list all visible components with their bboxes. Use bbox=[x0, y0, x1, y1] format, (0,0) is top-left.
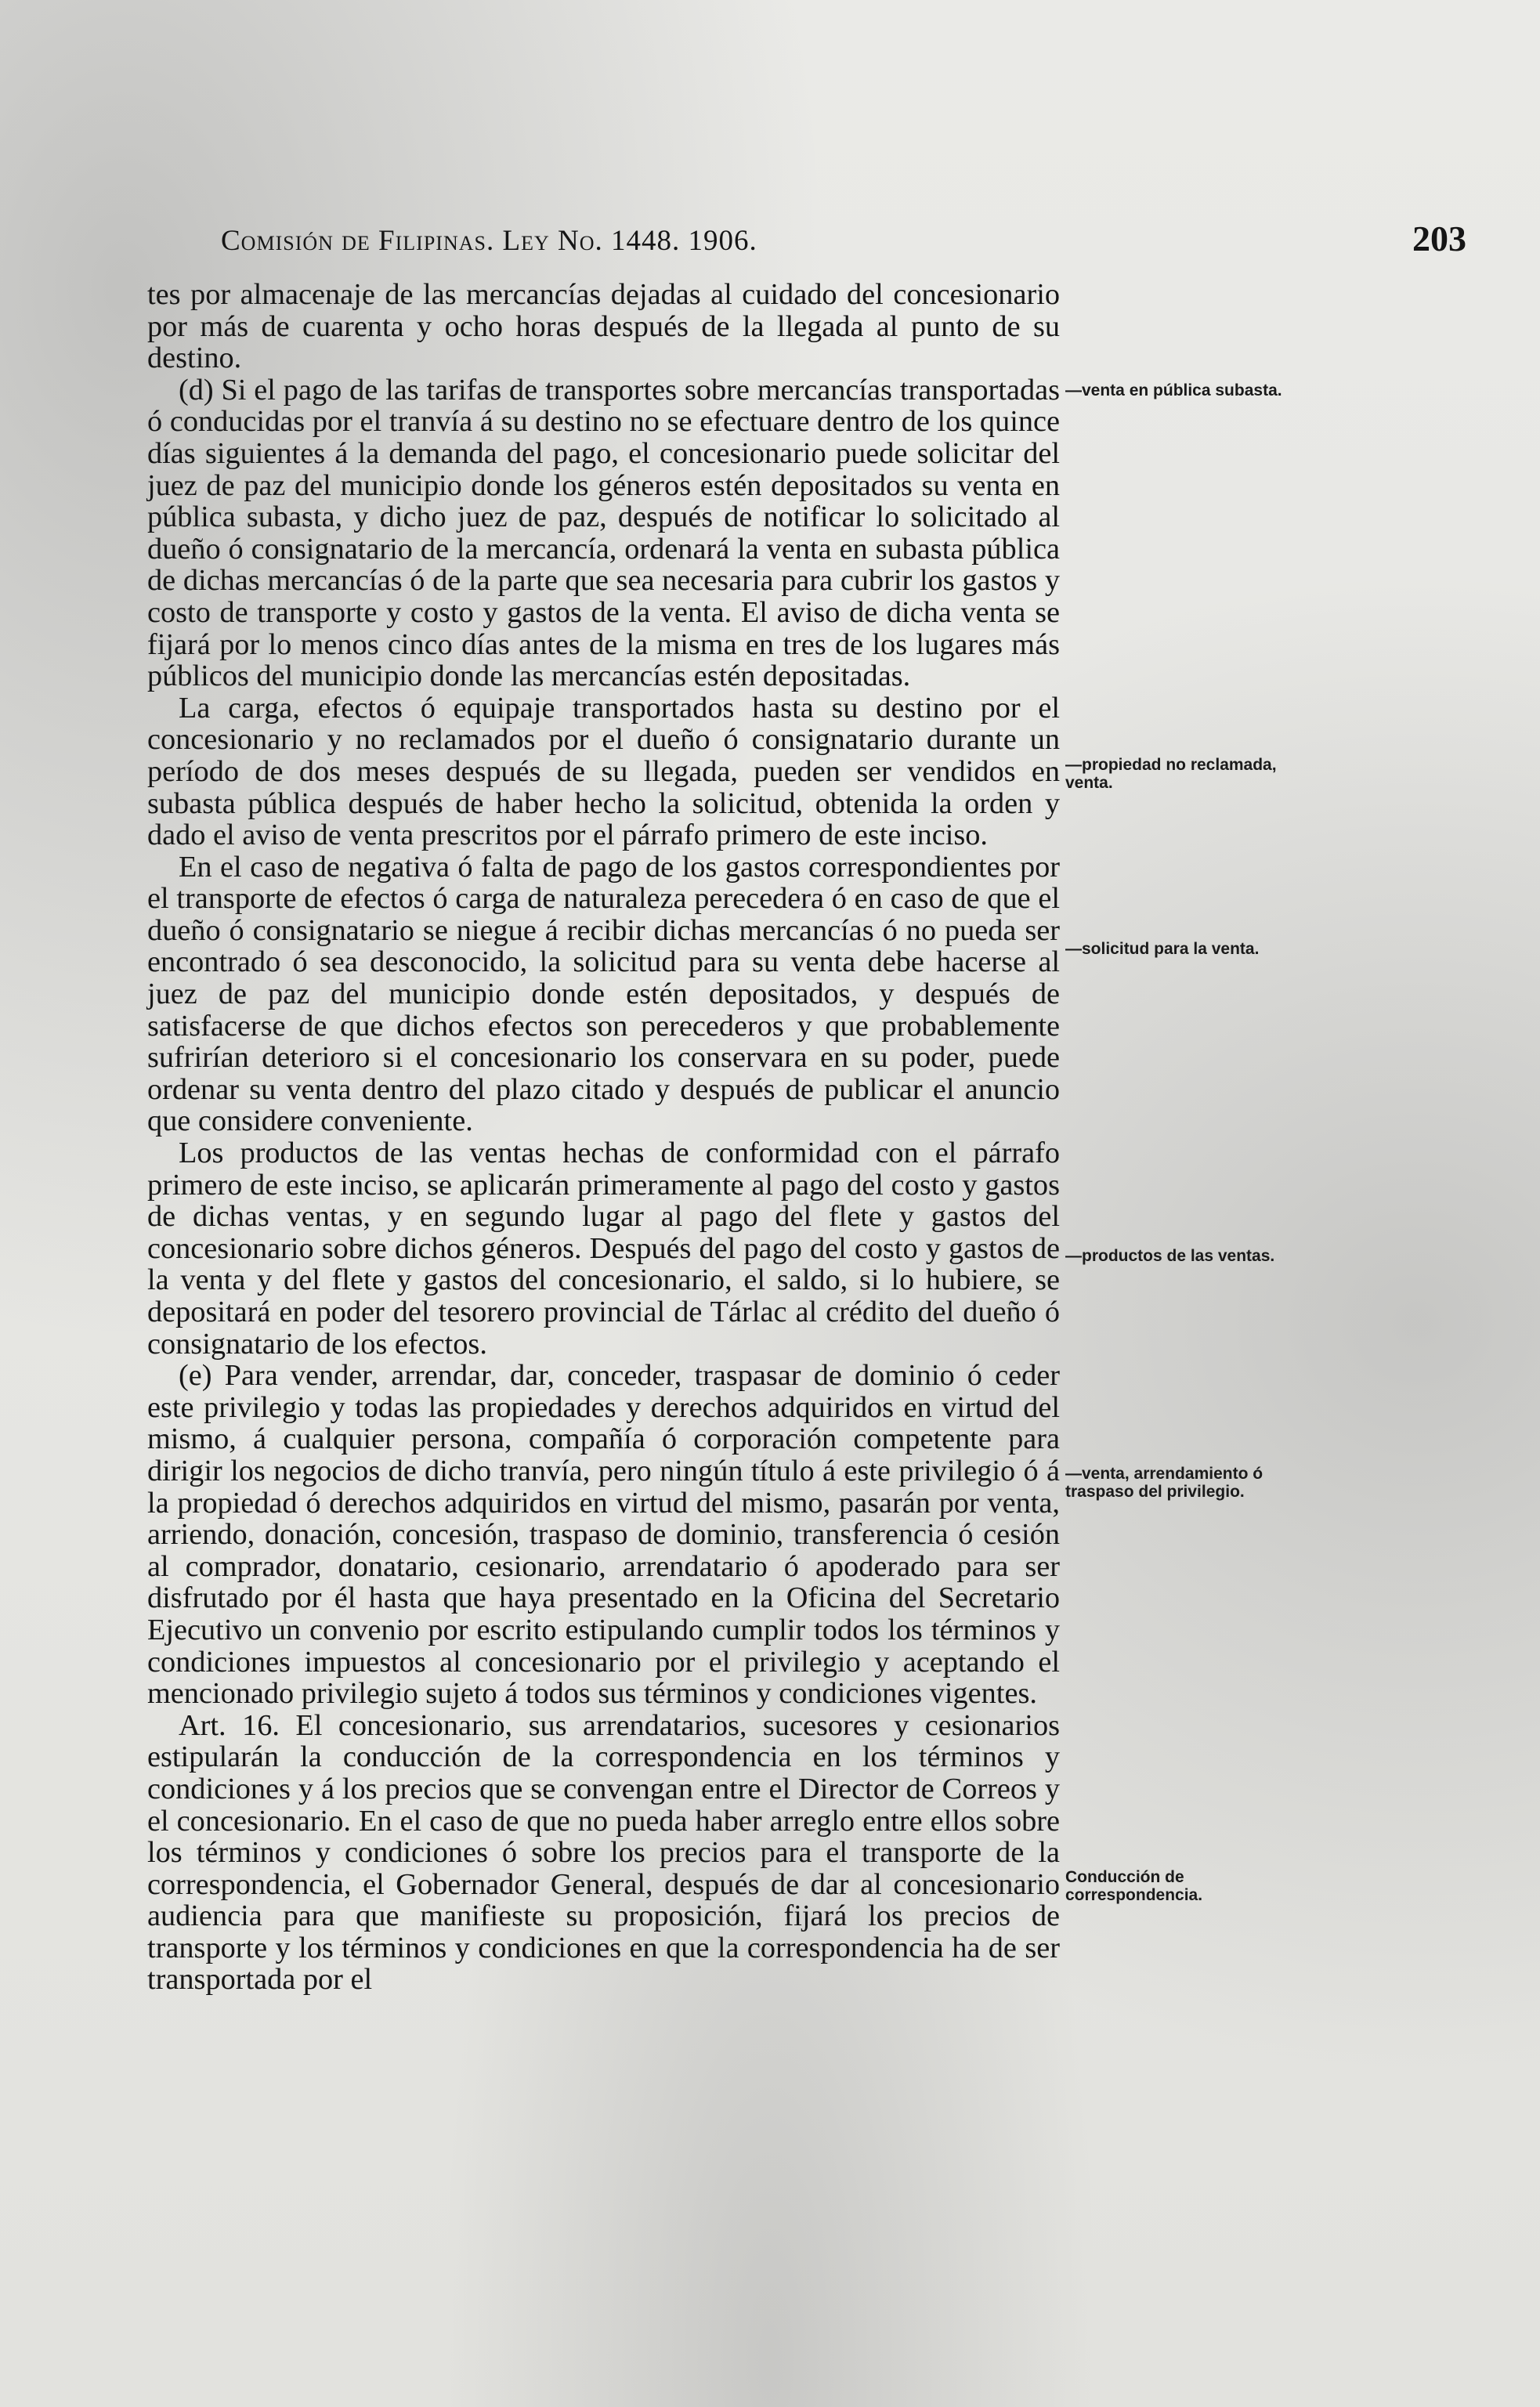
paragraph-unclaimed-cargo: La carga, efectos ó equipaje transportados hasta su destino por el concesionario y no reclamados por el dueño ó consignatario durante un período de dos meses después de su llegada, pueden ser vendidos en subasta pública después de haber hecho la solicitud, obtenida la orden y dado el aviso de venta prescritos por el párrafo primero de este inciso. bbox=[147, 691, 1060, 852]
paragraph-continuation: tes por almacenaje de las mercancías dejadas al cuidado del concesionario por más de cuarenta y ocho horas después de la llegada al punto de su destino. bbox=[147, 278, 1060, 375]
paragraph-e: (e) Para vender, arrendar, dar, conceder, traspasar de dominio ó ceder este privilegio y todas las propiedades y derechos adquiridos en virtud del mismo, á cualquier persona, compañía ó corporación competente para dirigir los negocios de dicho tranvía, pero ningún título á este privilegio ó á la propiedad ó derechos adquiridos en virtud del mismo, pasarán por venta, arriendo, donación, concesión, traspaso de dominio, transferencia ó cesión al comprador, donatario, cesionario, arrendatario ó apoderado para ser disfrutado por él hasta que haya presentado en la Oficina del Secretario Ejecutivo un convenio por escrito estipulando cumplir todos los términos y condiciones impuestos al concesionario por el privilegio y aceptando el mencionado privilegio sujeto á todos sus términos y condiciones vigentes. bbox=[147, 1359, 1060, 1711]
margin-note-sale-proceeds: —productos de las ventas. bbox=[1065, 1247, 1275, 1265]
paragraph-proceeds: Los productos de las ventas hechas de conformidad con el párrafo primero de este inciso, se aplicarán primeramente al pago del costo y gastos de dichas ventas, y en segundo lugar al pago del flete y gastos del concesionario sobre dichos géneros. Después del pago del costo y gastos de la venta y del flete y gastos del concesionario, el saldo, si lo hubiere, se depositará en poder del tesorero provincial de Tárlac al crédito del dueño ó consignatario de los efectos. bbox=[147, 1137, 1060, 1361]
body-text bbox=[147, 279, 1060, 1996]
margin-note-sale-request: —solicitud para la venta. bbox=[1065, 940, 1260, 958]
page-number: 203 bbox=[1412, 219, 1466, 258]
margin-note-mail-conveyance: Conducción de correspondencia. bbox=[1065, 1868, 1203, 1904]
margin-note-transfer-privilege: —venta, arrendamiento ó traspaso del privilegio. bbox=[1065, 1465, 1263, 1501]
paragraph-d: (d) Si el pago de las tarifas de transportes sobre mercancías transportadas ó conducidas por el tranvía á su destino no se efectuare dentro de los quince días siguientes á la demanda del pago, el concesionario puede solicitar del juez de paz del municipio donde los géneros estén depositados su venta en pública subasta, y dicho juez de paz, después de notificar lo solicitado al dueño ó consignatario de la mercancía, ordenará la venta en subasta pública de dichas mercancías ó de la parte que sea necesaria para cubrir los gastos y costo de transporte y costo y gastos de la venta. El aviso de dicha venta se fijará por lo menos cinco días antes de la misma en tres de los lugares más públicos del municipio donde las mercancías estén depositadas. bbox=[147, 373, 1060, 693]
margin-note-unclaimed-property: —propiedad no reclamada, venta. bbox=[1065, 756, 1277, 792]
margin-note-public-auction: —venta en pública subasta. bbox=[1065, 381, 1282, 399]
page-header bbox=[221, 218, 1466, 265]
paragraph-art-16: Art. 16. El concesionario, sus arrendatarios, sucesores y cesionarios estipularán la conducción de la correspondencia en los términos y condiciones y á los precios que se convengan entre el Director de Correos y el concesionario. En el caso de que no pueda haber arreglo entre ellos sobre los términos y condiciones ó sobre los precios para el transporte de la correspondencia, el Gobernador General, después de dar al concesionario audiencia para que manifieste su proposición, fijará los precios de transporte y los términos y condiciones en que la correspondencia ha de ser transportada por el bbox=[147, 1708, 1060, 1997]
running-head: Comisión de Filipinas. Ley No. 1448. 1906. bbox=[221, 225, 757, 257]
paragraph-perishable: En el caso de negativa ó falta de pago de los gastos correspondientes por el transporte de efectos ó carga de naturaleza perecedera ó en caso de que el dueño ó consignatario se niegue á recibir dichas mercancías ó no pueda ser encontrado ó sea desconocido, la solicitud para su venta debe hacerse al juez de paz del municipio donde estén depositados, y después de satisfacerse de que dichos efectos son perecederos y que probablemente sufrirían deterioro si el concesionario los conservara en su poder, puede ordenar su venta dentro del plazo citado y después de publicar el anuncio que considere conveniente. bbox=[147, 850, 1060, 1138]
